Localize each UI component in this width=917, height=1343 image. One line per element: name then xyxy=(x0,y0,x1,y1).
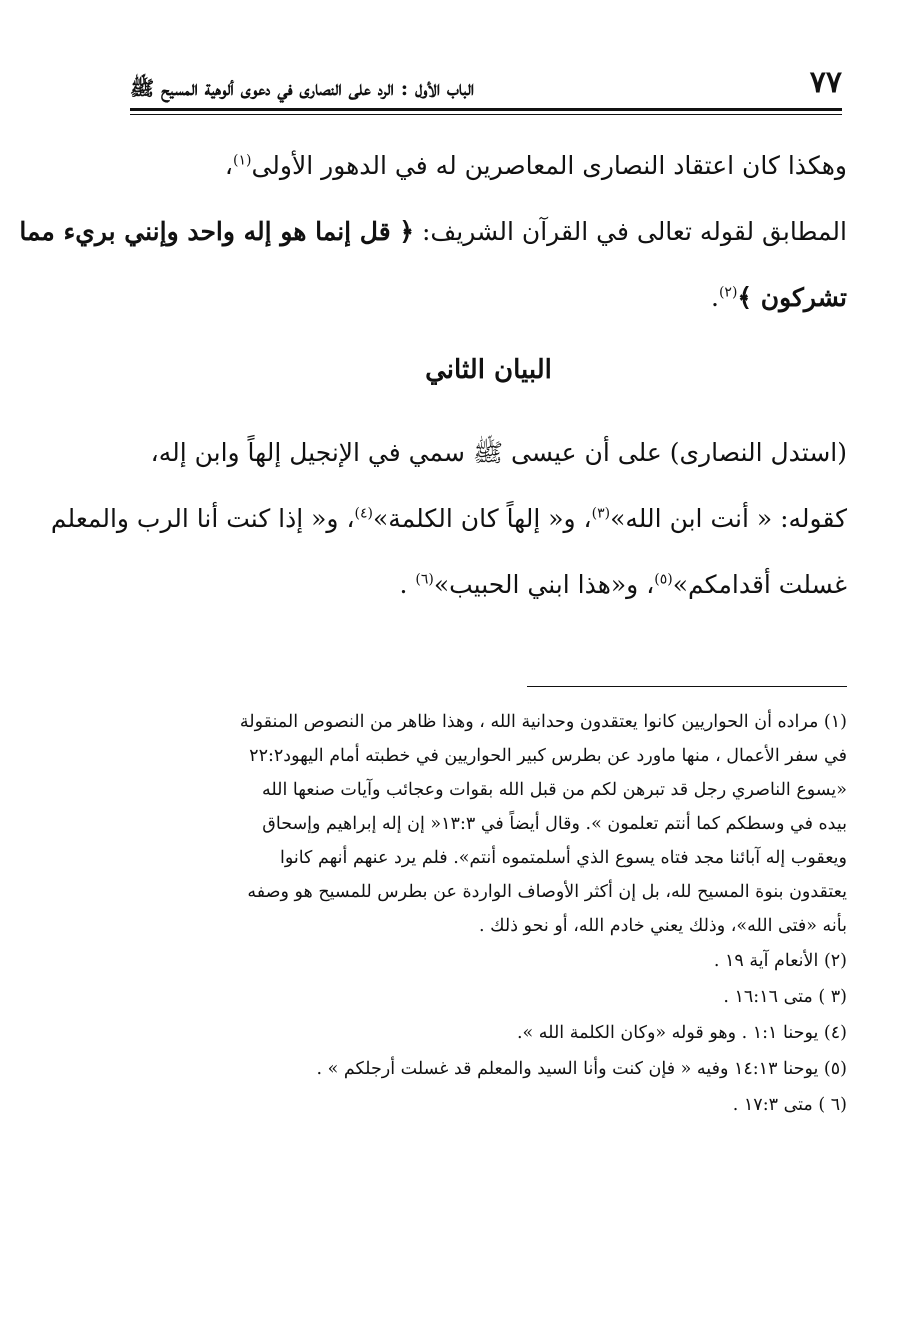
footnote-ref-5: (٥) xyxy=(654,571,673,588)
footnote-6: (٦ ) متى ١٧:٣ . xyxy=(732,1095,847,1115)
paragraph-2-line-2 xyxy=(50,486,847,552)
footnote-ref-2: (٢) xyxy=(718,284,738,301)
footnote-1-line: بأنه «فتى الله»، وذلك يعني خادم الله، أو نحو ذلك . xyxy=(478,916,847,936)
text-run: . xyxy=(399,570,416,599)
text-run: ، xyxy=(224,151,233,180)
footnote-1-line: في سفر الأعمال ، منها ماورد عن بطرس كبير الحواريين في خطبته أمام اليهود٢٢:٢ xyxy=(249,746,847,766)
paragraph-1 xyxy=(19,133,847,331)
section-title: البيان الثاني xyxy=(425,355,552,385)
footnote-5: (٥) يوحنا ١٤:١٣ وفيه « فإن كنت وأنا السيد والمعلم قد غسلت أرجلكم » . xyxy=(316,1059,847,1079)
footnote-1-line: «يسوع الناصري رجل قد تبرهن لكم من قبل الله بقوات وعجائب وآيات صنعها الله xyxy=(261,780,847,800)
footnote-3: (٣ ) متى ١٦:١٦ . xyxy=(723,987,847,1007)
text-run: المطابق لقوله تعالى في القرآن الشريف: xyxy=(422,217,847,246)
footnote-1-line: (١) مراده أن الحواريين كانوا يعتقدون وحدانية الله ، وهذا ظاهر من النصوص المنقولة xyxy=(239,712,847,732)
header-rule xyxy=(130,108,842,115)
footnotes xyxy=(130,705,847,1123)
text-run: غسلت أقدامكم» xyxy=(672,570,847,599)
running-title: الباب الأول : الرد على النصارى في دعوى ألوهية المسيح ﷺ xyxy=(130,76,475,100)
text-run: وهكذا كان اعتقاد النصارى المعاصرين له في الدهور الأولى xyxy=(251,151,847,180)
footnote-separator xyxy=(527,686,847,687)
footnote-2: (٢) الأنعام آية ١٩ . xyxy=(713,951,847,971)
page-header xyxy=(130,58,842,98)
footnote-4: (٤) يوحنا ١:١ . وهو قوله «وكان الكلمة الله ». xyxy=(516,1023,847,1043)
paragraph-1-line-2 xyxy=(19,199,847,265)
page-number: ٧٧ xyxy=(809,65,842,100)
text-run: . xyxy=(710,283,719,312)
footnote-1-line: يعتقدون بنوة المسيح لله، بل إن أكثر الأوصاف الواردة عن بطرس للمسيح هو وصفه xyxy=(247,882,847,902)
footnote-1-line: ويعقوب إله آبائنا مجد فتاه يسوع الذي أسلمتموه أنتم». فلم يرد عنهم أنهم كانوا xyxy=(279,848,847,868)
footnote-ref-1: (١) xyxy=(232,152,252,169)
quran-quote-end: تشركون ﴾ xyxy=(737,283,847,312)
text-run: كقوله: « أنت ابن الله» xyxy=(610,504,847,533)
paragraph-1-line-3 xyxy=(130,265,847,331)
paragraph-2-line-1: (استدل النصارى) على أن عيسى ﷺ سمي في الإنجيل إلهاً وابن إله، xyxy=(150,438,847,467)
paragraph-2-line-3 xyxy=(130,552,847,618)
quran-quote: ﴿ قل إنما هو إله واحد وإنني بريء مما xyxy=(19,217,415,246)
text-run: ، و« إلهاً كان الكلمة» xyxy=(373,504,592,533)
footnote-ref-3: (٣) xyxy=(591,505,611,522)
footnote-ref-6: (٦) xyxy=(415,571,434,588)
paragraph-1-line-1 xyxy=(130,133,847,199)
paragraph-2 xyxy=(50,420,847,618)
text-run: ، و« إذا كنت أنا الرب والمعلم xyxy=(50,504,355,533)
text-run: ، و«هذا ابني الحبيب» xyxy=(433,570,655,599)
footnote-ref-4: (٤) xyxy=(354,505,373,522)
footnote-1-line: بيده في وسطكم كما أنتم تعلمون ». وقال أيضاً في ١٣:٣« إن إله إبراهيم وإسحاق xyxy=(262,814,847,834)
